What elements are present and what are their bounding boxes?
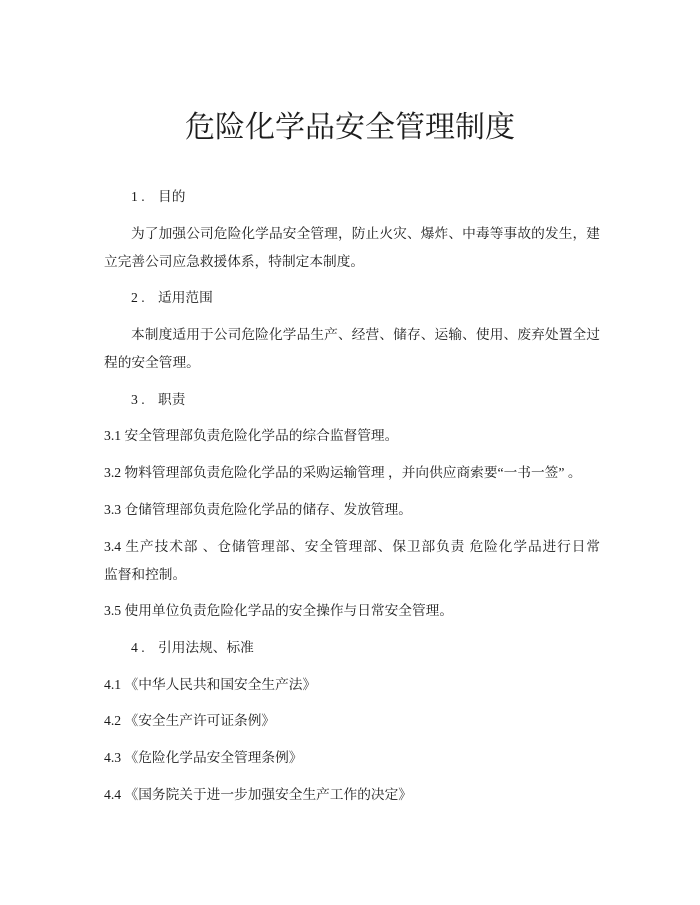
- paragraph-line: 立完善公司应急救援体系，特制定本制度。: [104, 253, 365, 269]
- section-3-label: 职责: [158, 391, 186, 407]
- section-3-number: 3 .: [131, 391, 145, 407]
- section-2-paragraph: [104, 321, 600, 377]
- clause-4-1: 4.1 《中华人民共和国安全生产法》: [104, 676, 317, 692]
- section-1-label: 目的: [158, 189, 186, 204]
- section-2-heading: [104, 284, 600, 312]
- section-2-number: 2 .: [131, 290, 145, 306]
- clause-3-1: 3.1 安全管理部负责危险化学品的综合监督管理。: [104, 428, 399, 444]
- section-4-heading: [104, 634, 600, 662]
- section-4-number: 4 .: [131, 639, 145, 655]
- paragraph-line: 程的安全管理。: [104, 355, 200, 371]
- document-body: [104, 183, 600, 817]
- document-title: 危险化学品安全管理制度: [185, 111, 515, 144]
- clause-4-2: 4.2 《安全生产许可证条例》: [104, 713, 276, 729]
- clause-4-4: 4.4 《国务院关于进一步加强安全生产工作的决定》: [104, 786, 412, 802]
- section-1-number: 1 .: [131, 189, 145, 204]
- clause-line: 监督和控制。: [104, 566, 187, 582]
- clause-3-4: [104, 533, 600, 589]
- section-3-heading: [104, 386, 600, 414]
- clause-4-3: 4.3 《危险化学品安全管理条例》: [104, 749, 303, 765]
- section-4-label: 引用法规、标准: [158, 639, 254, 655]
- paragraph-line: 本制度适用于公司危险化学品生产、经营、储存、运输、使用、废弃处置全过: [131, 327, 600, 343]
- section-2-label: 适用范围: [158, 290, 213, 306]
- section-1-heading: [104, 183, 600, 211]
- clause-3-2: 3.2 物料管理部负责危险化学品的采购运输管理 ，并向供应商索要“一书一签” 。: [104, 465, 582, 481]
- clause-3-5: 3.5 使用单位负责危险化学品的安全操作与日常安全管理。: [104, 603, 454, 619]
- section-1-paragraph: [104, 220, 600, 276]
- clause-line: 3.4 生产技术部 、仓储管理部、安全管理部、保卫部负责 危险化学品进行日常: [104, 538, 600, 554]
- paragraph-line: 为了加强公司危险化学品安全管理，防止火灾、爆炸、中毒等事故的发生，建: [131, 225, 600, 241]
- clause-3-3: 3.3 仓储管理部负责危险化学品的储存、发放管理。: [104, 501, 412, 517]
